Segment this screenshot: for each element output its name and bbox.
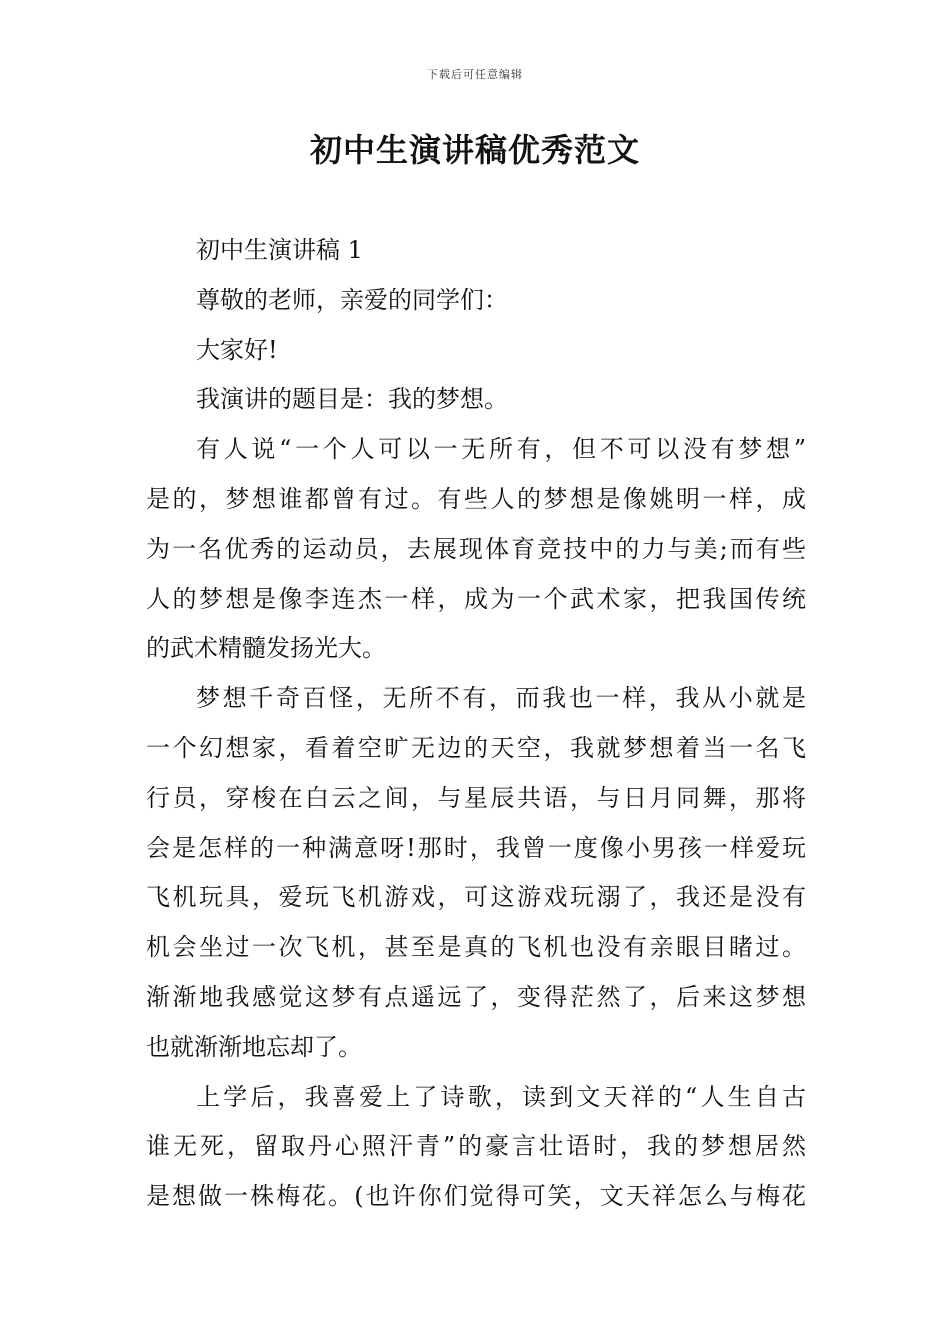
- document-title: 初中生演讲稿优秀范文: [309, 131, 640, 169]
- header-note: 下载后可任意编辑: [427, 68, 523, 81]
- document-body: [146, 226, 810, 1222]
- paragraph-line: 一个幻想家，看着空旷无边的天空，我就梦想着当一名飞: [146, 733, 806, 762]
- paragraph-line: 的武术精髓发扬光大。: [146, 634, 386, 663]
- salutation: 尊敬的老师，亲爱的同学们：: [196, 285, 508, 314]
- paragraph-line: 有人说“一个人可以一无所有，但不可以没有梦想”: [196, 435, 806, 464]
- paragraph-line: 渐渐地我感觉这梦有点遥远了，变得茫然了，后来这梦想: [146, 982, 806, 1011]
- paragraph-line: 飞机玩具，爱玩飞机游戏，可这游戏玩溺了，我还是没有: [146, 883, 806, 912]
- paragraph-line: 是的，梦想谁都曾有过。有些人的梦想是像姚明一样，成: [146, 484, 806, 513]
- paragraph-line: 上学后，我喜爱上了诗歌，读到文天祥的“人生自古: [196, 1082, 806, 1111]
- paragraph-line: 行员，穿梭在白云之间，与星辰共语，与日月同舞，那将: [146, 783, 806, 812]
- paragraph-line: 会是怎样的一种满意呀!那时，我曾一度像小男孩一样爱玩: [146, 833, 806, 862]
- paragraph-line: 是想做一株梅花。(也许你们觉得可笑，文天祥怎么与梅花: [146, 1182, 806, 1211]
- paragraph-line: 梦想千奇百怪，无所不有，而我也一样，我从小就是: [196, 684, 806, 713]
- paragraph-line: 人的梦想是像李连杰一样，成为一个武术家，把我国传统: [146, 584, 806, 613]
- greeting: 大家好!: [196, 335, 278, 364]
- speech-heading: 初中生演讲稿 1: [196, 236, 363, 264]
- topic-line: 我演讲的题目是：我的梦想。: [196, 385, 508, 414]
- paragraph-line: 也就渐渐地忘却了。: [146, 1032, 362, 1061]
- paragraph-line: 机会坐过一次飞机，甚至是真的飞机也没有亲眼目睹过。: [146, 933, 806, 962]
- paragraph-line: 谁无死，留取丹心照汗青”的豪言壮语时，我的梦想居然: [146, 1132, 806, 1161]
- paragraph-line: 为一名优秀的运动员，去展现体育竞技中的力与美;而有些: [146, 534, 806, 563]
